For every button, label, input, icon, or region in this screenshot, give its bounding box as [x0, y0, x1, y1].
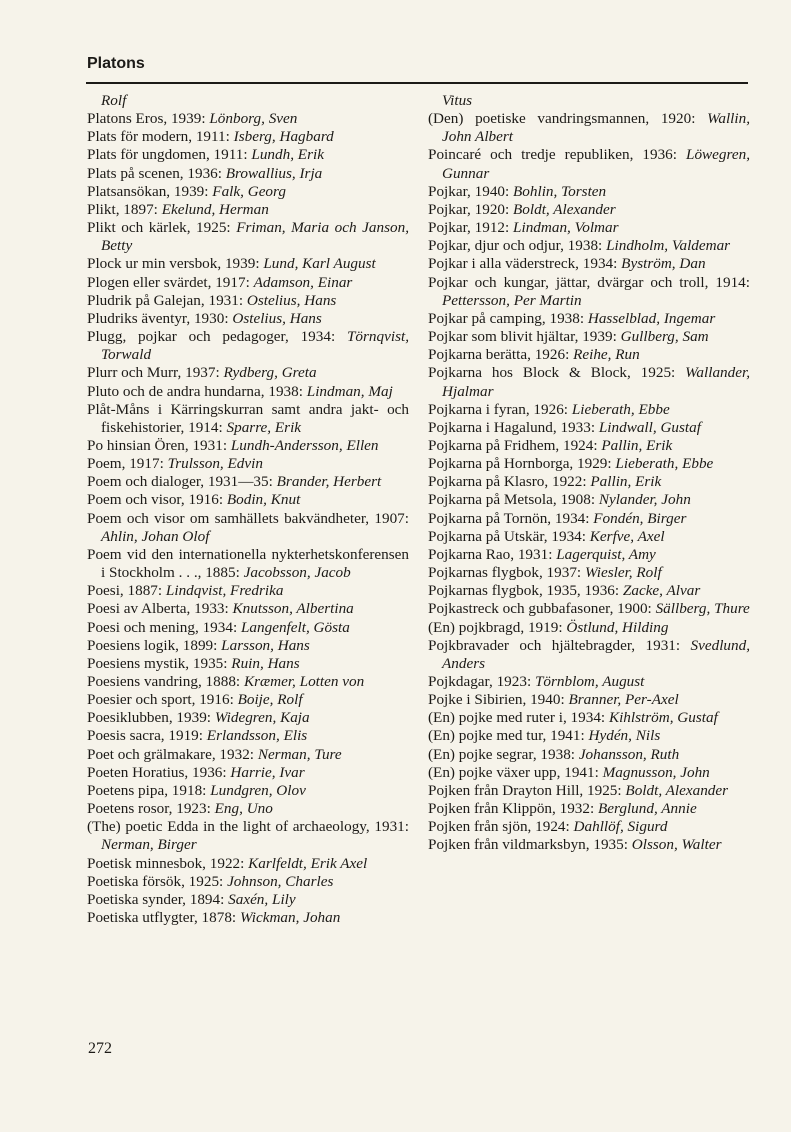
entry-title: Pludriks äventyr, 1930: [87, 309, 229, 327]
entry-title: Plåt-Måns i Kärringskurran samt andra jakt- och fiskehistorier, 1914: [87, 400, 409, 436]
index-entry [428, 201, 750, 219]
entry-author: Eng, Uno [214, 800, 273, 818]
index-entry [87, 600, 409, 618]
index-entry [87, 800, 409, 818]
entry-author: Svedlund, Anders [442, 636, 751, 672]
index-entry [87, 219, 409, 255]
index-entry [428, 310, 750, 328]
index-entry [428, 146, 750, 182]
entry-author: Lund, Karl August [263, 255, 376, 273]
running-header: Platons [87, 55, 145, 72]
index-entry [87, 401, 409, 437]
entry-author: Lagerquist, Amy [556, 545, 656, 563]
entry-author: Magnusson, John [602, 763, 710, 781]
entry-author: Karlfeldt, Erik Axel [248, 854, 368, 872]
entry-title: Poem och visor om samhällets bakvändheter, 1907: [87, 509, 409, 527]
entry-author: Hydén, Nils [588, 727, 661, 745]
index-entry [87, 673, 409, 691]
entry-title: Pojkar, djur och odjur, 1938: [428, 237, 603, 255]
entry-author: Berglund, Annie [598, 800, 697, 818]
entry-author: Bodin, Knut [226, 491, 301, 509]
entry-author: Lindholm, Valdemar [606, 237, 731, 255]
entry-author: Ostelius, Hans [232, 309, 322, 327]
entry-author: Lundh, Erik [251, 146, 324, 164]
index-entry [87, 655, 409, 673]
entry-title: Pojkarna på Metsola, 1908: [428, 491, 596, 509]
entry-title: (En) pojke växer upp, 1941: [428, 763, 599, 781]
entry-author: Pallin, Erik [601, 436, 673, 454]
entry-continuation [428, 92, 750, 110]
index-entry [87, 274, 409, 292]
entry-author: Törnqvist, Torwald [101, 328, 409, 364]
index-entry [428, 528, 750, 546]
index-entry [87, 165, 409, 183]
index-entry [428, 764, 750, 782]
entry-author: Nylander, John [598, 491, 691, 509]
index-entry [428, 183, 750, 201]
entry-author: Lindqvist, Fredrika [165, 582, 284, 600]
index-entry [87, 691, 409, 709]
header-rule [86, 82, 748, 84]
index-entry [428, 437, 750, 455]
entry-author: Pallin, Erik [590, 473, 662, 491]
index-entry [87, 364, 409, 382]
entry-title: Poetiska utflygter, 1878: [87, 909, 237, 927]
entry-title: Pojkarna på Utskär, 1934: [428, 527, 586, 545]
entry-author: Harrie, Ivar [230, 763, 305, 781]
entry-author: Sällberg, Thure [655, 600, 750, 618]
entry-title: Poetiska försök, 1925: [87, 872, 224, 890]
entry-title: Poetens pipa, 1918: [87, 781, 207, 799]
entry-author: Löwegren, Gunnar [442, 146, 750, 182]
index-entry [428, 709, 750, 727]
entry-title: Pojkbravader och hjältebragder, 1931: [428, 636, 681, 654]
entry-author: Östlund, Hilding [566, 618, 669, 636]
index-entry [87, 473, 409, 491]
entry-author: Wallander, Hjalmar [442, 364, 750, 400]
index-entry [87, 546, 409, 582]
index-entry [87, 818, 409, 854]
entry-author: Brander, Herbert [276, 473, 382, 491]
entry-title: Poetiska synder, 1894: [87, 890, 225, 908]
entry-author: Kræmer, Lotten von [243, 673, 365, 690]
entry-title: Pojkar, 1912: [428, 219, 510, 237]
entry-title: Pojkarna på Klasro, 1922: [428, 473, 587, 491]
index-entry [428, 219, 750, 237]
entry-title: Pojkar på camping, 1938: [428, 309, 585, 327]
entry-title: Poet och grälmakare, 1932: [87, 745, 255, 763]
entry-author: Browallius, Irja [225, 164, 323, 182]
entry-title: (En) pojke med ruter i, 1934: [428, 709, 606, 727]
entry-author: Boije, Rolf [237, 691, 303, 709]
entry-title: Pojkarna Rao, 1931: [428, 545, 553, 563]
entry-title: Pojke i Sibirien, 1940: [428, 691, 565, 709]
index-entry [428, 455, 750, 473]
index-entry [428, 582, 750, 600]
index-entry [428, 673, 750, 691]
entry-author: Zacke, Alvar [622, 582, 701, 600]
entry-author: Ruin, Hans [231, 654, 300, 672]
index-entry [87, 328, 409, 364]
entry-title: Po hinsian Ören, 1931: [87, 436, 228, 454]
entry-title: Pojkar, 1920: [428, 200, 510, 218]
entry-title: Poem och dialoger, 1931—35: [87, 473, 273, 491]
entry-title: Pojken från sjön, 1924: [428, 818, 570, 836]
entry-author: Gullberg, Sam [620, 328, 709, 346]
entry-title: Poesiens vandring, 1888: [87, 673, 241, 690]
index-entry [428, 746, 750, 764]
index-entry [87, 383, 409, 401]
entry-title: Pojken från Klippön, 1932: [428, 800, 595, 818]
entry-author: Byström, Dan [621, 255, 706, 273]
entry-title: Poincaré och tredje republiken, 1936: [428, 146, 677, 164]
entry-title: Poetisk minnesbok, 1922: [87, 854, 245, 872]
entry-author: Widegren, Kaja [214, 709, 310, 727]
entry-author: Erlandsson, Elis [206, 727, 308, 745]
entry-author: Rolf [101, 92, 127, 109]
index-entry [87, 510, 409, 546]
entry-author: Branner, Per-Axel [568, 691, 679, 709]
index-entry [87, 292, 409, 310]
index-entry [428, 110, 750, 146]
entry-author: Friman, Maria och Janson, Betty [101, 219, 409, 255]
entry-title: Plats för ungdomen, 1911: [87, 146, 248, 164]
entry-author: Pettersson, Per Martin [442, 291, 582, 309]
index-entry [428, 800, 750, 818]
index-entry [87, 146, 409, 164]
entry-title: Pojken från vildmarksbyn, 1935: [428, 836, 628, 854]
entry-author: Jacobsson, Jacob [243, 564, 351, 582]
entry-title: (En) pojkbragd, 1919: [428, 618, 563, 636]
entry-title: Poem vid den internationella nykterhetskonferensen i Stockholm . . ., 1885: [87, 545, 409, 582]
entry-author: Lieberath, Ebbe [615, 455, 714, 473]
entry-title: Poesi av Alberta, 1933: [87, 600, 229, 618]
entry-author: Boldt, Alexander [625, 781, 729, 799]
index-entry [87, 855, 409, 873]
entry-author: Adamson, Einar [253, 273, 353, 291]
index-entry [87, 782, 409, 800]
index-entry [428, 836, 750, 854]
index-entry [87, 128, 409, 146]
entry-author: Fondén, Birger [593, 509, 687, 527]
entry-title: Plogen eller svärdet, 1917: [87, 273, 250, 291]
index-entry [428, 491, 750, 509]
index-entry [87, 255, 409, 273]
index-entry [428, 600, 750, 618]
entry-title: Pojkar i alla väderstreck, 1934: [428, 255, 618, 273]
entry-author: Ahlin, Johan Olof [101, 527, 210, 545]
index-entry [428, 255, 750, 273]
entry-title: Plikt, 1897: [87, 200, 158, 218]
entry-author: Saxén, Lily [228, 890, 296, 908]
index-entry [428, 364, 750, 400]
entry-author: Lönborg, Sven [209, 110, 298, 128]
entry-author: Knutsson, Albertina [232, 600, 354, 618]
entry-author: Trulsson, Edvin [167, 455, 263, 473]
index-entry [428, 619, 750, 637]
entry-author: Johnson, Charles [227, 872, 334, 890]
index-entry [428, 637, 750, 673]
entry-title: Pojkastreck och gubbafasoner, 1900: [428, 600, 652, 618]
entry-continuation [87, 92, 409, 110]
entry-author: Nerman, Birger [101, 836, 197, 854]
index-entry [87, 619, 409, 637]
index-entry [87, 437, 409, 455]
entry-author: Isberg, Hagbard [233, 128, 334, 146]
entry-title: Pojkarna i Hagalund, 1933: [428, 418, 596, 436]
entry-author: Boldt, Alexander [513, 200, 616, 218]
entry-title: Pojkarnas flygbok, 1935, 1936: [428, 582, 620, 600]
index-entry [87, 709, 409, 727]
entry-author: Lindman, Volmar [513, 219, 619, 237]
index-entry [87, 455, 409, 473]
index-entry [428, 818, 750, 836]
entry-title: Poem och visor, 1916: [87, 491, 224, 509]
entry-title: Poesiklubben, 1939: [87, 709, 212, 727]
entry-title: (The) poetic Edda in the light of archaeology, 1931: [87, 818, 409, 836]
entry-author: Johansson, Ruth [578, 745, 680, 763]
index-entry [87, 183, 409, 201]
entry-title: Pojkar, 1940: [428, 182, 510, 200]
entry-author: Kihlström, Gustaf [608, 709, 718, 727]
entry-author: Rydberg, Greta [223, 364, 317, 382]
entry-title: Pojken från Drayton Hill, 1925: [428, 781, 622, 799]
page-number: 272 [88, 1040, 112, 1057]
entry-title: Poem, 1917: [87, 455, 164, 473]
entry-title: (En) pojke segrar, 1938: [428, 745, 576, 763]
entry-title: Platons Eros, 1939: [87, 110, 206, 128]
index-entry [87, 201, 409, 219]
entry-author: Ekelund, Herman [161, 200, 269, 218]
entry-author: Wickman, Johan [239, 909, 341, 927]
left-column [87, 92, 409, 927]
entry-author: Sparre, Erik [226, 418, 302, 436]
right-column [428, 92, 750, 855]
entry-title: Pojkarnas flygbok, 1937: [428, 564, 582, 582]
index-entry [87, 582, 409, 600]
entry-title: Plats för modern, 1911: [87, 128, 230, 146]
index-entry [428, 346, 750, 364]
entry-title: Pojkar som blivit hjältar, 1939: [428, 328, 617, 346]
entry-author: Kerfve, Axel [589, 527, 665, 545]
entry-title: Pojkarna hos Block & Block, 1925: [428, 364, 676, 382]
index-entry [87, 746, 409, 764]
entry-title: Pojkarna på Fridhem, 1924: [428, 436, 598, 454]
entry-author: Bohlin, Torsten [513, 182, 607, 200]
entry-author: Lindwall, Gustaf [598, 418, 701, 436]
entry-title: Pojkarna på Tornön, 1934: [428, 509, 590, 527]
index-entry [87, 491, 409, 509]
entry-author: Dahllöf, Sigurd [573, 818, 668, 836]
entry-title: Plugg, pojkar och pedagoger, 1934: [87, 328, 336, 346]
index-entry [428, 510, 750, 528]
entry-title: Plock ur min versbok, 1939: [87, 255, 260, 273]
entry-title: (En) pojke med tur, 1941: [428, 727, 585, 745]
entry-author: Lundh-Andersson, Ellen [230, 436, 379, 454]
entry-title: Poesiens mystik, 1935: [87, 654, 228, 672]
entry-title: Poesi och mening, 1934: [87, 618, 238, 636]
index-entry [428, 782, 750, 800]
entry-author: Lieberath, Ebbe [571, 400, 670, 418]
entry-author: Vitus [442, 92, 473, 109]
entry-author: Törnblom, August [534, 673, 645, 690]
index-entry [428, 691, 750, 709]
entry-author: Ostelius, Hans [246, 291, 337, 309]
entry-title: Poesi, 1887: [87, 582, 163, 600]
entry-title: Pojkar och kungar, jättar, dvärgar och troll, 1914: [428, 273, 750, 291]
index-entry [428, 401, 750, 419]
index-entry [428, 419, 750, 437]
index-entry [428, 564, 750, 582]
index-entry [87, 310, 409, 328]
entry-author: Lundgren, Olov [210, 781, 306, 799]
entry-author: Langenfelt, Gösta [240, 618, 350, 636]
entry-author: Nerman, Ture [257, 745, 342, 763]
index-entry [428, 546, 750, 564]
entry-author: Hasselblad, Ingemar [587, 309, 716, 327]
entry-author: Wiesler, Rolf [584, 564, 662, 582]
entry-title: Pojkdagar, 1923: [428, 673, 532, 690]
entry-title: Pojkarna i fyran, 1926: [428, 400, 569, 418]
entry-title: Pludrik på Galejan, 1931: [87, 291, 244, 309]
index-entry [87, 873, 409, 891]
entry-title: Platsansökan, 1939: [87, 182, 209, 200]
entry-title: Poesis sacra, 1919: [87, 727, 203, 745]
entry-author: Larsson, Hans [221, 636, 310, 654]
entry-title: Plurr och Murr, 1937: [87, 364, 220, 382]
index-entry [428, 237, 750, 255]
entry-author: Falk, Georg [212, 182, 286, 200]
index-entry [87, 891, 409, 909]
index-entry [428, 328, 750, 346]
entry-title: Pojkarna på Hornborga, 1929: [428, 455, 612, 473]
entry-title: Poesiens logik, 1899: [87, 636, 218, 654]
index-entry [87, 110, 409, 128]
entry-author: Lindman, Maj [306, 382, 393, 400]
index-entry [428, 473, 750, 491]
index-entry [87, 637, 409, 655]
entry-author: Reihe, Run [573, 346, 640, 364]
entry-title: Pojkarna berätta, 1926: [428, 346, 570, 364]
index-entry [87, 764, 409, 782]
entry-title: Pluto och de andra hundarna, 1938: [87, 382, 303, 400]
index-entry [87, 909, 409, 927]
entry-title: Poetens rosor, 1923: [87, 800, 211, 818]
entry-title: (Den) poetiske vandringsmannen, 1920: [428, 110, 696, 128]
index-entry [428, 727, 750, 745]
entry-title: Plikt och kärlek, 1925: [87, 219, 231, 237]
index-entry [428, 274, 750, 310]
entry-title: Poeten Horatius, 1936: [87, 763, 227, 781]
entry-author: Wallin, John Albert [442, 110, 750, 146]
entry-title: Plats på scenen, 1936: [87, 164, 222, 182]
entry-title: Poesier och sport, 1916: [87, 691, 234, 709]
entry-author: Olsson, Walter [631, 836, 722, 854]
index-entry [87, 727, 409, 745]
